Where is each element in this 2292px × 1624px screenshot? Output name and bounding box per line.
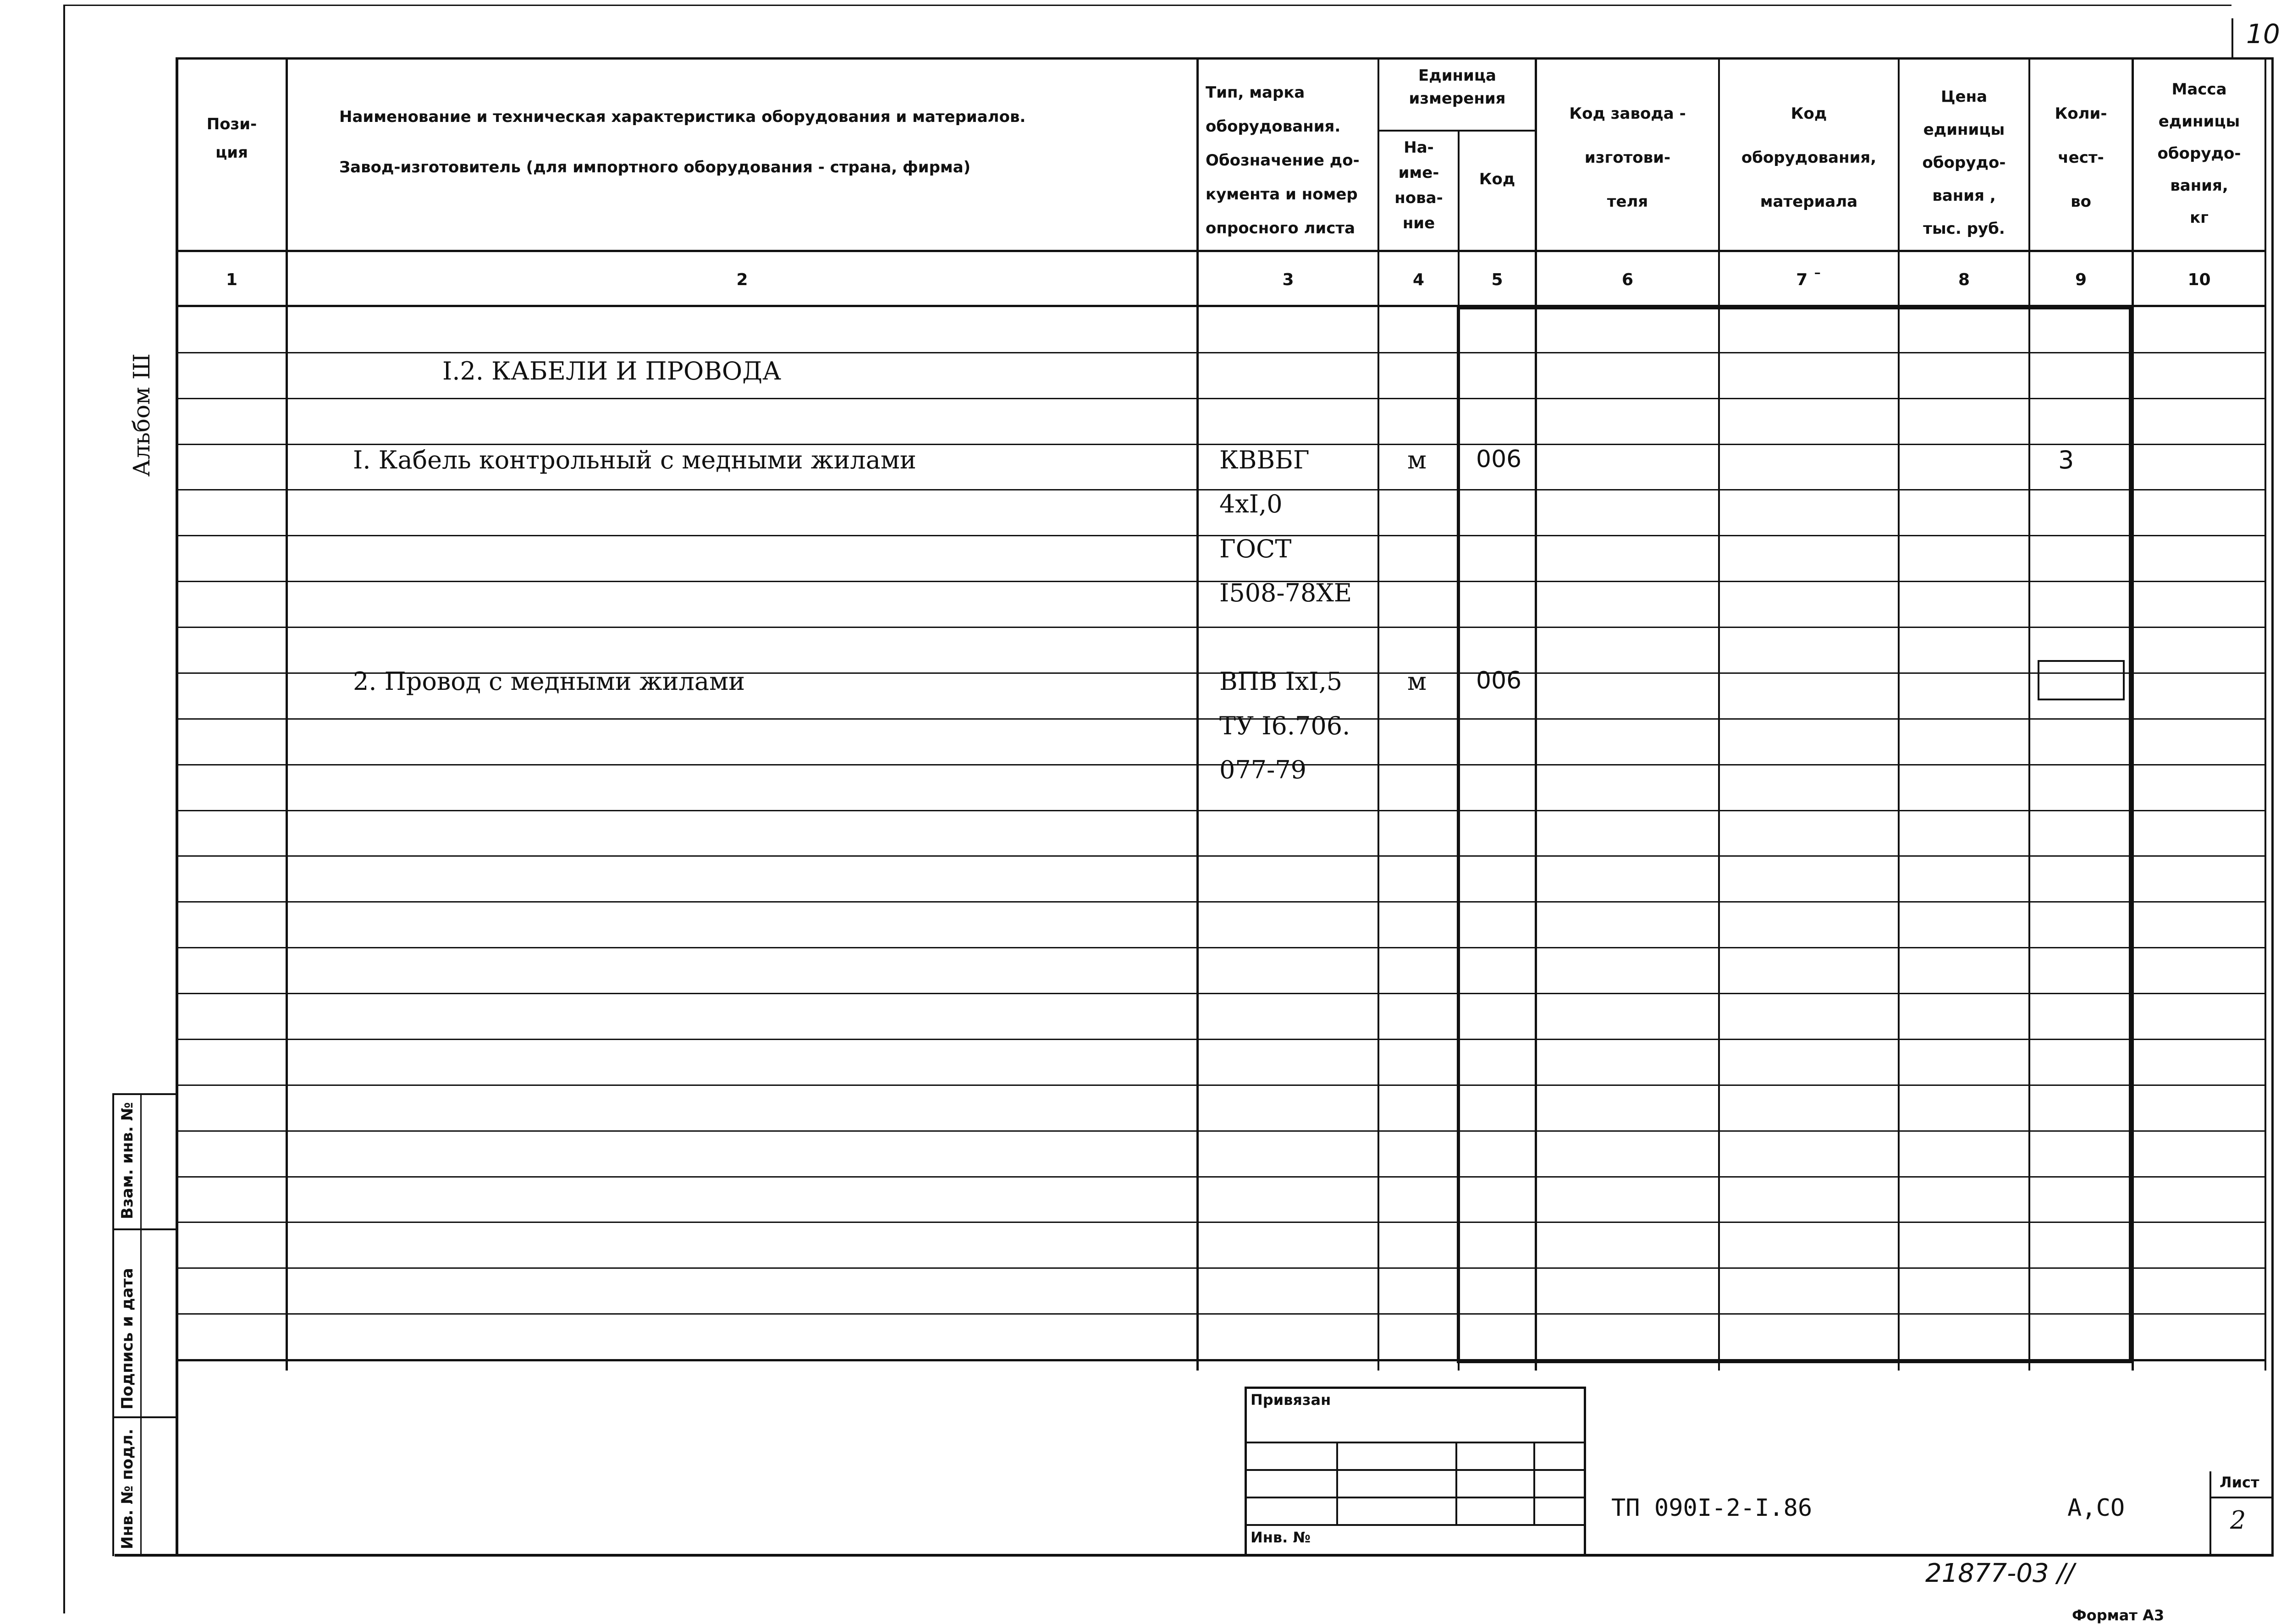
side-stamp-mid bbox=[140, 1093, 142, 1556]
header-equip: Код оборудования, материала bbox=[1741, 105, 1877, 211]
doc-code: ТП 090I-2-I.86 bbox=[1611, 1494, 1813, 1522]
frame-top bbox=[176, 57, 2274, 60]
side-stamp-div1 bbox=[112, 1093, 176, 1095]
colnum-9: 9 bbox=[2075, 270, 2087, 289]
stamp-h4 bbox=[1245, 1524, 1586, 1526]
header-price: Цена единицы оборудо- вания , тыс. руб. bbox=[1922, 88, 2006, 238]
sheet-box-div bbox=[2209, 1497, 2274, 1498]
sheet-edge-left bbox=[63, 5, 65, 1613]
frame-right bbox=[2271, 57, 2274, 1556]
side-stamp-left bbox=[112, 1093, 114, 1556]
item-2-unit: м bbox=[1407, 667, 1427, 696]
item-2-type-1: ВПВ IхI,5 bbox=[1219, 667, 1343, 696]
doc-mark: А,СО bbox=[2067, 1494, 2125, 1522]
side-stamp-div3 bbox=[112, 1416, 176, 1418]
header-unit-name: На- име- нова- ние bbox=[1394, 138, 1443, 232]
colnum-7: 7 ˉ bbox=[1796, 270, 1822, 289]
item-1-type-2: 4хI,0 bbox=[1219, 490, 1283, 518]
item-2-type-2: ТУ I6.706. bbox=[1219, 711, 1350, 740]
bottom-code: 21877-03 // bbox=[1925, 1558, 2075, 1588]
col-line-10 bbox=[2264, 57, 2266, 1371]
item-1-code: 006 bbox=[1476, 446, 1522, 473]
inv-no-label: Инв. № bbox=[1251, 1529, 1311, 1546]
frame-bottom bbox=[115, 1554, 2274, 1557]
bold-block bbox=[1457, 306, 2132, 1363]
sheet-label: Лист bbox=[2220, 1474, 2259, 1491]
colnum-2: 2 bbox=[736, 270, 748, 289]
header-factory: Код завода - изготови- теля bbox=[1569, 105, 1686, 211]
side-inv-orig: Инв. № подл. bbox=[118, 1428, 137, 1549]
page-number: 10 bbox=[2246, 18, 2280, 50]
header-unit-code: Код bbox=[1479, 170, 1515, 188]
page-number-box-left bbox=[2231, 18, 2233, 57]
item-1-type-4: I508-78ХЕ bbox=[1219, 578, 1352, 607]
colnum-8: 8 bbox=[1958, 270, 1970, 289]
privyazan-label: Привязан bbox=[1251, 1391, 1331, 1409]
item-2-code: 006 bbox=[1476, 667, 1522, 694]
format-label: Формат А3 bbox=[2072, 1607, 2165, 1624]
item-1-qty: 3 bbox=[2058, 446, 2074, 474]
item-1-unit: м bbox=[1407, 446, 1427, 474]
header-qty: Коли- чест- во bbox=[2055, 105, 2107, 211]
header-pos: Пози- ция bbox=[206, 115, 257, 162]
item-2-type-3: 077-79 bbox=[1219, 755, 1307, 784]
item-2-qty-box bbox=[2038, 660, 2125, 700]
item-1-type-1: КВВБГ bbox=[1219, 446, 1310, 474]
section-title: I.2. КАБЕЛИ И ПРОВОДА bbox=[442, 357, 781, 385]
item-1-name: I. Кабель контрольный с медными жилами bbox=[353, 446, 916, 474]
sheet-edge-top bbox=[63, 5, 2231, 6]
colnum-6: 6 bbox=[1621, 270, 1634, 289]
header-unit: Единица измерения bbox=[1409, 66, 1506, 108]
stamp-v3 bbox=[1533, 1442, 1535, 1524]
colnum-10: 10 bbox=[2187, 270, 2211, 289]
stamp-v1 bbox=[1336, 1442, 1338, 1524]
side-inv-replace: Взам. инв. № bbox=[118, 1102, 137, 1219]
colnum-1: 1 bbox=[226, 270, 238, 289]
stamp-v2 bbox=[1455, 1442, 1457, 1524]
album-label: Альбом Ш bbox=[128, 353, 155, 477]
colnum-4: 4 bbox=[1412, 270, 1425, 289]
colnum-3: 3 bbox=[1282, 270, 1294, 289]
header-type: Тип, марка оборудования. Обозначение до- кумента и номер опросного листа bbox=[1206, 83, 1360, 237]
sheet-no: 2 bbox=[2230, 1506, 2246, 1535]
item-2-name: 2. Провод с медными жилами bbox=[353, 667, 745, 696]
side-stamp-div2 bbox=[112, 1228, 176, 1230]
header-mass: Масса единицы оборудо- вания, кг bbox=[2157, 80, 2241, 227]
header-name: Наименование и техническая характеристика оборудования и материалов. Завод-изготовитель (для импортного оборудования - страна, фирма) bbox=[339, 108, 1026, 176]
side-sign-date: Подпись и дата bbox=[118, 1268, 137, 1409]
unit-subheader-line bbox=[1377, 130, 1536, 132]
colnum-5: 5 bbox=[1491, 270, 1503, 289]
item-1-type-3: ГОСТ bbox=[1219, 534, 1292, 563]
